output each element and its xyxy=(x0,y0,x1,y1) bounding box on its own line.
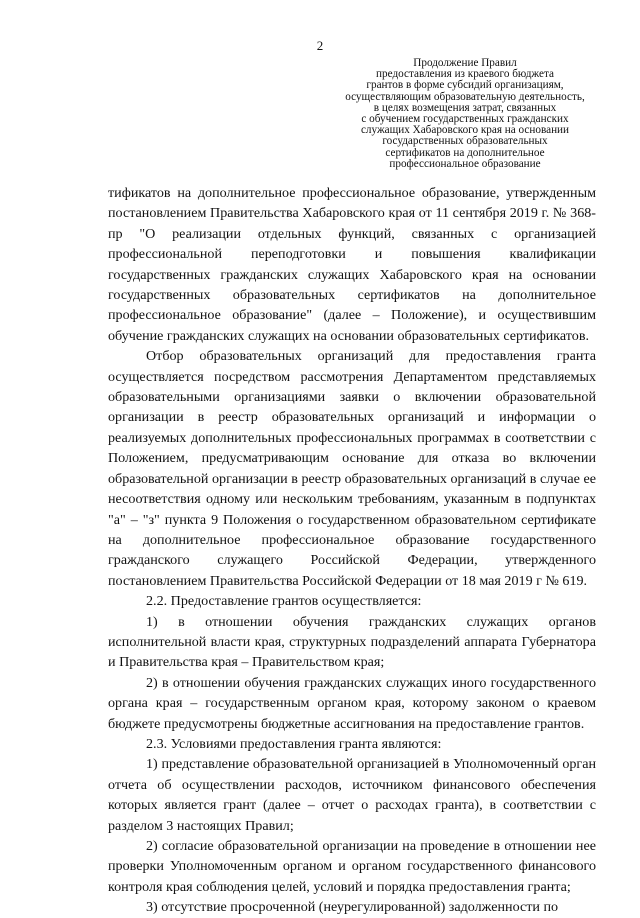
header-note-line: сертификатов на дополнительное xyxy=(385,146,545,159)
paragraph-2-2-item-2: 2) в отношении обучения гражданских служащих иного государственного органа края – государственным органом края, которому законом о краевом бюджете предусмотрены бюджетные ассигнования на предоставление грантов. xyxy=(108,674,596,732)
header-note-line: профессиональное образование xyxy=(389,157,541,170)
header-note-line: в целях возмещения затрат, связанных xyxy=(373,101,557,114)
paragraph-continuation: тификатов на дополнительное профессиональное образование, утвержденным постановлением Правительства Хабаровского края от 11 сентября 2019 г. № 368-пр "О реализации отдельных функций, связанных с организацией профессиональной переподготовки и повышения квалификации государственных гражданских служащих Хабаровского края на основании государственных образовательных сертификатов на дополнительное профессиональное образование" (далее – Положение), и осуществившим обучение гражданских служащих на основании образовательных сертификатов. xyxy=(108,185,596,344)
header-note-line: служащих Хабаровского края на основании xyxy=(360,124,570,137)
paragraph-selection-procedure: Отбор образовательных организаций для предоставления гранта осуществляется посредством рассмотрения Департаментом представляемых образовательными организациями заявки о включении образовательной организации в реестр образовательных организаций и информации о реализуемых дополнительных профессиональных программах в соответствии с Положением, предусматривающим основание для отказа во включении образовательной организации в реестр образовательных организаций в случае ее несоответствия одному или нескольким требованиям, указанным в подпунктах "а" – "з" пункта 9 Положения о государственном образовательном сертификате на дополнительное профессиональное образование государственного гражданского служащего Российской Федерации, утвержденного постановлением Правительства Российской Федерации от 18 мая 2019 г № 619. xyxy=(108,348,596,589)
document-body xyxy=(108,183,596,918)
paragraph-2-2-heading: 2.2. Предоставление грантов осуществляется: xyxy=(146,593,422,610)
paragraph-2-3-item-1: 1) представление образовательной организацией в Уполномоченный орган отчета об осуществлении расходов, источником финансового обеспечения которых является грант (далее – отчет о расходах гранта), в соответствии с разделом 3 настоящих Правил; xyxy=(108,756,596,834)
header-note-line: грантов в форме субсидий организациям, xyxy=(366,79,564,92)
header-note-line: осуществляющим образовательную деятельность, xyxy=(345,90,585,103)
header-note-line: предоставления из краевого бюджета xyxy=(376,68,554,81)
paragraph-2-3-heading: 2.3. Условиями предоставления гранта являются: xyxy=(146,735,442,752)
page-number: 2 xyxy=(316,38,324,53)
paragraph-2-3-item-2: 2) согласие образовательной организации на проведение в отношении нее проверки Уполномоченным органом и органом государственного финансового контроля края соблюдения целей, условий и порядка предоставления гранта; xyxy=(108,838,596,895)
header-note-line: государственных образовательных xyxy=(382,135,548,148)
header-note-line: Продолжение Правил xyxy=(413,57,517,69)
paragraph-2-3-item-3: 3) отсутствие просроченной (неурегулированной) задолженности по xyxy=(146,899,559,916)
paragraph-2-2-item-1: 1) в отношении обучения гражданских служащих органов исполнительной власти края, структурных подразделений аппарата Губернатора и Правительства края – Правительством края; xyxy=(108,613,596,671)
header-note-line: с обучением государственных гражданских xyxy=(361,113,569,126)
header-note xyxy=(336,58,594,170)
